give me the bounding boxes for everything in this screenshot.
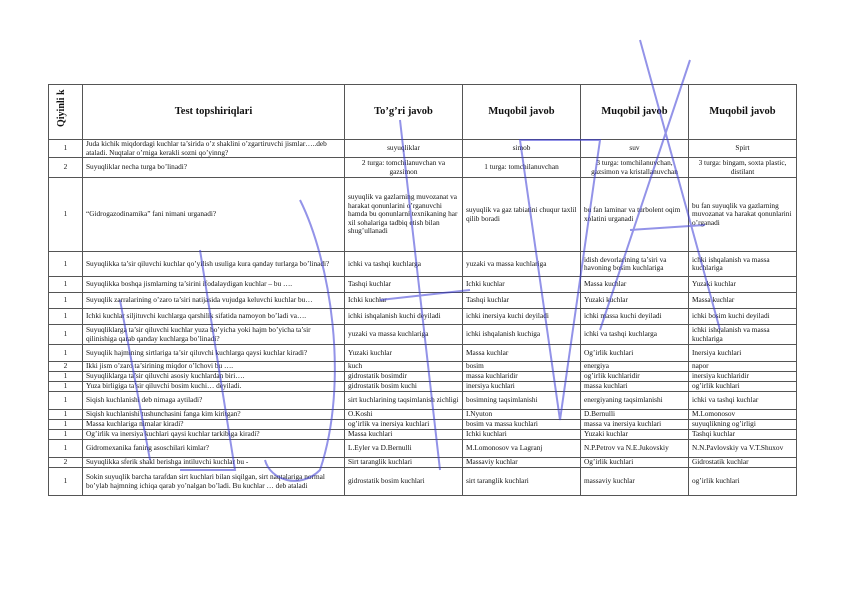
task-cell: “Gidrogazodinamika” fani nimani urganadi? <box>83 178 345 252</box>
table-row <box>49 468 797 496</box>
difficulty-cell: 1 <box>49 325 83 345</box>
alt-answer-2-cell: suv <box>581 140 689 158</box>
table-row <box>49 458 797 468</box>
difficulty-cell: 1 <box>49 309 83 325</box>
correct-answer-cell: og’irlik va inersiya kuchlari <box>345 420 463 430</box>
correct-answer-cell: gidrostatik bosim kuchlari <box>345 468 463 496</box>
table-row <box>49 440 797 458</box>
task-cell: Suyuqlikka sferik shakl berishga intiluvchi kuchlar bu - <box>83 458 345 468</box>
alt-answer-2-cell: og’irlik kuchlaridir <box>581 372 689 382</box>
header-qiyinlik: Qiyinli k <box>49 85 83 140</box>
alt-answer-1-cell: inersiya kuchlari <box>463 382 581 392</box>
task-cell: Juda kichik miqdordagi kuchlar ta’sirida o’z shaklini o’zgartiruvchi jismlar…..deb ataladi. Nuqtalar o’rniga kerakli sozni qo’yinng? <box>83 140 345 158</box>
table-row <box>49 252 797 277</box>
alt-answer-1-cell: Ichki kuchlar <box>463 277 581 293</box>
correct-answer-cell: O.Koshi <box>345 410 463 420</box>
difficulty-cell: 1 <box>49 392 83 410</box>
task-cell: Suyuqlikka ta’sir qiluvchi kuchlar qo’yilish usuliga kura qanday turlarga bo’linadi? <box>83 252 345 277</box>
table-row <box>49 158 797 178</box>
alt-answer-3-cell: Inersiya kuchlari <box>689 345 797 362</box>
alt-answer-2-cell: Yuzaki kuchlar <box>581 430 689 440</box>
difficulty-cell: 2 <box>49 158 83 178</box>
alt-answer-1-cell: bosimning taqsimlanishi <box>463 392 581 410</box>
alt-answer-1-cell: bosim <box>463 362 581 372</box>
alt-answer-2-cell: 3 turga: tomchilanuvchan, gazsimon va kristallanuvchan <box>581 158 689 178</box>
difficulty-cell: 1 <box>49 372 83 382</box>
alt-answer-1-cell: Tashqi kuchlar <box>463 293 581 309</box>
task-cell: Suyuqliklarga ta’sir qiluvchi kuchlar yuza bo’yicha yoki hajm bo’yicha ta’sir qilinishiga qarab qanday kuchlarga bo’linadi? <box>83 325 345 345</box>
alt-answer-3-cell: ichki ishqalanish va massa kuchlariga <box>689 252 797 277</box>
correct-answer-cell: ichki ishqalanish kuchi deyiladi <box>345 309 463 325</box>
table-row <box>49 392 797 410</box>
table-row <box>49 372 797 382</box>
alt-answer-3-cell: Massa kuchlar <box>689 293 797 309</box>
correct-answer-cell: sirt kuchlarining taqsimlanish zichligi <box>345 392 463 410</box>
alt-answer-1-cell: Ichki kuchlari <box>463 430 581 440</box>
difficulty-cell: 1 <box>49 345 83 362</box>
alt-answer-3-cell: Yuzaki kuchlar <box>689 277 797 293</box>
alt-answer-2-cell: Yuzaki kuchlar <box>581 293 689 309</box>
task-cell: Gidromexanika faning asoschilari kimlar? <box>83 440 345 458</box>
alt-answer-1-cell: I.Nyuton <box>463 410 581 420</box>
alt-answer-3-cell: Spirt <box>689 140 797 158</box>
task-cell: Siqish kuchlanishi tushunchasini fanga kim kiritgan? <box>83 410 345 420</box>
alt-answer-1-cell: yuzaki va massa kuchlariga <box>463 252 581 277</box>
task-cell: Suyuqlik zarralarining o’zaro ta’siri natijasida vujudga keluvchi kuchlar bu… <box>83 293 345 309</box>
alt-answer-3-cell: og’irlik kuchlari <box>689 382 797 392</box>
alt-answer-2-cell: ichki va tashqi kuchlarga <box>581 325 689 345</box>
alt-answer-1-cell: suyuqlik va gaz tabiatini chuqur taxlil qilib boradi <box>463 178 581 252</box>
correct-answer-cell: suyuqlik va gazlarning muvozanat va harakat qonunlarini o’rganuvchi hamda bu qonunlarni texnikaning har xil sohalariga tadbiq etish bilan shug’ullanadi <box>345 178 463 252</box>
alt-answer-3-cell: Gidrostatik kuchlar <box>689 458 797 468</box>
alt-answer-3-cell: N.N.Pavlovskiy va V.T.Shuxov <box>689 440 797 458</box>
difficulty-cell: 1 <box>49 382 83 392</box>
correct-answer-cell: ichki va tashqi kuchlarga <box>345 252 463 277</box>
alt-answer-3-cell: og’irlik kuchlari <box>689 468 797 496</box>
task-cell: Ichki kuchlar siljituvchi kuchlarga qarshilik sifatida namoyon bo’ladi va…. <box>83 309 345 325</box>
table-row <box>49 277 797 293</box>
alt-answer-3-cell: Tashqi kuchlar <box>689 430 797 440</box>
alt-answer-2-cell: massaviy kuchlar <box>581 468 689 496</box>
header-alt3: Muqobil javob <box>689 85 797 140</box>
correct-answer-cell: gidrostatik bosim kuchi <box>345 382 463 392</box>
difficulty-cell: 1 <box>49 178 83 252</box>
alt-answer-2-cell: massa kuchlari <box>581 382 689 392</box>
difficulty-cell: 1 <box>49 468 83 496</box>
alt-answer-2-cell: energiya <box>581 362 689 372</box>
alt-answer-1-cell: massa kuchlaridir <box>463 372 581 382</box>
difficulty-cell: 1 <box>49 252 83 277</box>
alt-answer-2-cell: N.P.Petrov va N.E.Jukovskiy <box>581 440 689 458</box>
alt-answer-1-cell: 1 turga: tomchilanuvchan <box>463 158 581 178</box>
alt-answer-1-cell: ichki inersiya kuchi deyiladi <box>463 309 581 325</box>
correct-answer-cell: 2 turga: tomchilanuvchan va gazsimon <box>345 158 463 178</box>
table-row <box>49 293 797 309</box>
task-cell: Suyuqliklarga ta’sir qiluvchi asosiy kuchlardan biri…. <box>83 372 345 382</box>
alt-answer-1-cell: M.Lomonosov va Lagranj <box>463 440 581 458</box>
difficulty-cell: 1 <box>49 140 83 158</box>
alt-answer-3-cell: inersiya kuchlaridir <box>689 372 797 382</box>
difficulty-cell: 1 <box>49 420 83 430</box>
task-cell: Ikki jism o’zaro ta’sirining miqdor o’lchovi bu …. <box>83 362 345 372</box>
difficulty-cell: 2 <box>49 458 83 468</box>
alt-answer-1-cell: simob <box>463 140 581 158</box>
table-row <box>49 345 797 362</box>
alt-answer-1-cell: bosim va massa kuchlari <box>463 420 581 430</box>
table-row <box>49 325 797 345</box>
correct-answer-cell: suyuqliklar <box>345 140 463 158</box>
alt-answer-2-cell: D.Bernulli <box>581 410 689 420</box>
alt-answer-3-cell: ichki va tashqi kuchlar <box>689 392 797 410</box>
correct-answer-cell: Sirt taranglik kuchlari <box>345 458 463 468</box>
correct-answer-cell: gidrostatik bosimdir <box>345 372 463 382</box>
table-row <box>49 362 797 372</box>
difficulty-cell: 1 <box>49 293 83 309</box>
task-cell: Yuza birligiga ta’sir qiluvchi bosim kuchi… deyiladi. <box>83 382 345 392</box>
task-cell: Suyuqlikka boshqa jismlarning ta’sirini ifodalaydigan kuchlar – bu …. <box>83 277 345 293</box>
alt-answer-3-cell: ichki ishqalanish va massa kuchlariga <box>689 325 797 345</box>
alt-answer-2-cell: idish devorlarining ta’siri va havoning bosim kuchlariga <box>581 252 689 277</box>
task-cell: Suyuqlik hajmining sirtlariga ta’sir qiluvchi kuchlarga qaysi kuchlar kiradi? <box>83 345 345 362</box>
header-correct: To’g’ri javob <box>345 85 463 140</box>
alt-answer-3-cell: ichki bosim kuchi deyiladi <box>689 309 797 325</box>
correct-answer-cell: Massa kuchlari <box>345 430 463 440</box>
alt-answer-1-cell: ichki ishqalanish kuchiga <box>463 325 581 345</box>
alt-answer-3-cell: suyuqlikning og’irligi <box>689 420 797 430</box>
test-table <box>48 84 797 496</box>
alt-answer-1-cell: Massa kuchlar <box>463 345 581 362</box>
task-cell: Suyuqliklar necha turga bo’linadi? <box>83 158 345 178</box>
difficulty-cell: 1 <box>49 277 83 293</box>
correct-answer-cell: Tashqi kuchlar <box>345 277 463 293</box>
alt-answer-2-cell: Og’irlik kuchlari <box>581 458 689 468</box>
alt-answer-2-cell: massa va inersiya kuchlari <box>581 420 689 430</box>
header-task: Test topshiriqlari <box>83 85 345 140</box>
alt-answer-2-cell: ichki massa kuchi deyiladi <box>581 309 689 325</box>
alt-answer-3-cell: M.Lomonosov <box>689 410 797 420</box>
correct-answer-cell: yuzaki va massa kuchlariga <box>345 325 463 345</box>
difficulty-cell: 1 <box>49 440 83 458</box>
task-cell: Massa kuchlariga nimalar kiradi? <box>83 420 345 430</box>
alt-answer-1-cell: sirt taranglik kuchlari <box>463 468 581 496</box>
alt-answer-3-cell: bu fan suyuqlik va gazlarning muvozanat va harakat qonunlarini o’rganadi <box>689 178 797 252</box>
table-row <box>49 309 797 325</box>
table-row <box>49 410 797 420</box>
difficulty-cell: 1 <box>49 430 83 440</box>
alt-answer-2-cell: Massa kuchlar <box>581 277 689 293</box>
table-row <box>49 178 797 252</box>
difficulty-cell: 2 <box>49 362 83 372</box>
alt-answer-2-cell: energiyaning taqsimlanishi <box>581 392 689 410</box>
test-document <box>48 84 796 496</box>
header-alt2: Muqobil javob <box>581 85 689 140</box>
difficulty-cell: 1 <box>49 410 83 420</box>
alt-answer-3-cell: napor <box>689 362 797 372</box>
task-cell: Siqish kuchlanishi deb nimaga aytiladi? <box>83 392 345 410</box>
table-row <box>49 140 797 158</box>
header-alt1: Muqobil javob <box>463 85 581 140</box>
alt-answer-3-cell: 3 turga: bingam, soxta plastic, distilant <box>689 158 797 178</box>
correct-answer-cell: L.Eyler va D.Bernulli <box>345 440 463 458</box>
alt-answer-2-cell: bu fan laminar va turbolent oqim xolatini urganadi <box>581 178 689 252</box>
table-row <box>49 430 797 440</box>
table-row <box>49 420 797 430</box>
alt-answer-2-cell: Og’irlik kuchlari <box>581 345 689 362</box>
table-row <box>49 382 797 392</box>
correct-answer-cell: kuch <box>345 362 463 372</box>
correct-answer-cell: Yuzaki kuchlar <box>345 345 463 362</box>
table-body <box>49 140 797 496</box>
correct-answer-cell: Ichki kuchlar <box>345 293 463 309</box>
task-cell: Og’irlik va inersiya kuchlari qaysi kuchlar tarkibiga kiradi? <box>83 430 345 440</box>
alt-answer-1-cell: Massaviy kuchlar <box>463 458 581 468</box>
header-row <box>49 85 797 140</box>
task-cell: Sokin suyuqlik barcha tarafdan sirt kuchlari bilan siqilgan, sirt naqtalariga normal bo’ylab hajmning ichiqa qarab yo’nalgan bo’ladi. Bu kuchlar … deb ataladi <box>83 468 345 496</box>
